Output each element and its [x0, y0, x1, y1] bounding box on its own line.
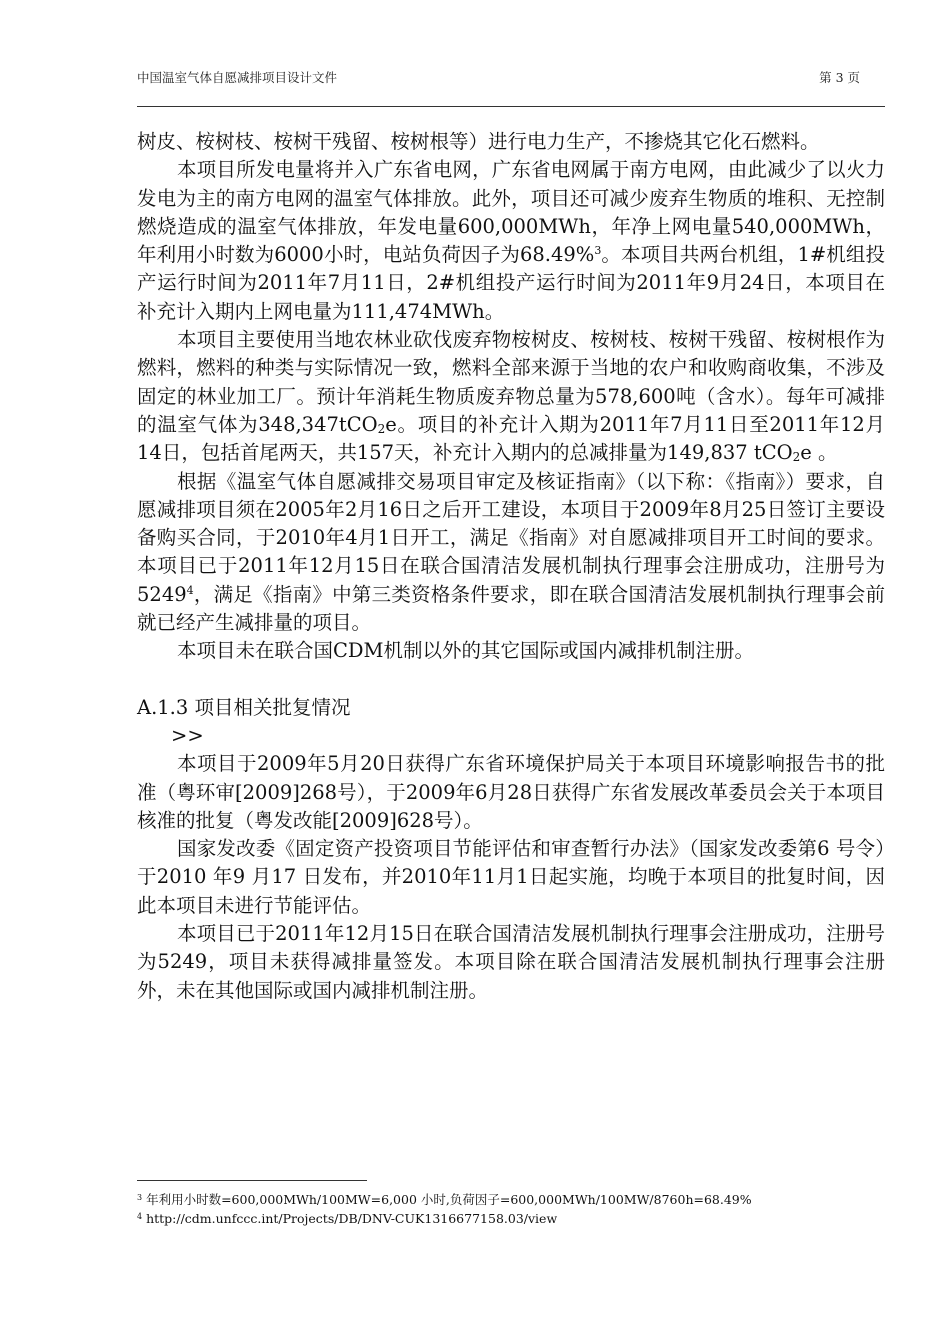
footnote-text: 年利用小时数=600,000MWh/100MW=6,000 小时,负荷因子=600,000MWh/100MW/8760h=68.49% — [142, 1192, 752, 1207]
footnote-ref-4: 4 — [186, 583, 194, 597]
subscript-2: 2 — [377, 421, 386, 436]
paragraph-guideline — [137, 468, 885, 638]
paragraph-continuation — [137, 128, 885, 156]
page-number: 第 3 页 — [819, 70, 860, 85]
document-title: 中国温室气体自愿减排项目设计文件 — [137, 70, 338, 85]
header-divider — [137, 106, 885, 107]
paragraph-text: e。项目的补充计入期为2011年7月11日至2011年12月14日，包括首尾两天，共157天，补充计入期内的总减排量为149,837 tCO — [137, 412, 885, 465]
paragraph-text: 树皮、桉树枝、桉树干残留、桉树根等）进行电力生产，不掺烧其它化石燃料。 — [137, 130, 820, 153]
paragraph-text: ，满足《指南》中第三类资格条件要求，即在联合国清洁发展机制执行理事会前就已经产生减排量的项目。 — [137, 582, 885, 635]
footnote-text: http://cdm.unfccc.int/Projects/DB/DNV-CUK1316677158.03/view — [142, 1211, 558, 1226]
paragraph-power-generation — [137, 156, 885, 326]
paragraph-text: 本项目所发电量将并入广东省电网，广东省电网属于南方电网，由此减少了以火力发电为主的南方电网的温室气体排放。此外，项目还可减少废弃生物质的堆积、无控制燃烧造成的温室气体排放，年发电量600,000MWh，年净上网电量540,000MWh，年利用小时数为6000小时，电站负荷因子为68.49% — [137, 158, 885, 267]
footnote-mark: 3 — [137, 1193, 143, 1202]
footnote-4 — [137, 1209, 885, 1228]
footnote-divider — [137, 1180, 367, 1181]
paragraph-approvals: 本项目于2009年5月20日获得广东省环境保护局关于本项目环境影响报告书的批准（粤环审[2009]268号），于2009年6月28日获得广东省发展改革委员会关于本项目核准的批复（粤发改能[2009]628号）。 — [137, 752, 885, 832]
footnotes — [137, 1190, 885, 1228]
section-marker: >> — [171, 723, 204, 747]
paragraph-text: 根据《温室气体自愿减排交易项目审定及核证指南》（以下称：《指南》）要求，自愿减排项目须在2005年2月16日之后开工建设，本项目于2009年8月25日签订主要设备购买合同，于2010年4月1日开工，满足《指南》对自愿减排项目开工时间的要求。本项目已于2011年12月15日在联合国清洁发展机制执行理事会注册成功，注册号为5249 — [137, 469, 885, 606]
paragraph-fuel — [137, 326, 885, 467]
footnote-ref-3: 3 — [594, 244, 602, 258]
page-header — [137, 68, 860, 92]
document-body — [137, 128, 885, 1005]
footnote-mark: 4 — [137, 1212, 143, 1221]
paragraph-text: 本项目主要使用当地农林业砍伐废弃物桉树皮、桉树枝、桉树干残留、桉树根作为燃料，燃料的种类与实际情况一致，燃料全部来源于当地的农户和收购商收集，不涉及固定的林业加工厂。预计年消耗生物质废弃物总量为578,600吨（含水）。每年可减排的温室气体为348,347tCO — [137, 328, 885, 436]
subscript-2: 2 — [792, 450, 801, 465]
paragraph-text: e 。 — [800, 441, 838, 465]
paragraph-energy-assessment: 国家发改委《固定资产投资项目节能评估和审查暂行办法》（国家发改委第6 号令）于2010 年9 月17 日发布，并2010年11月1日起实施，均晚于本项目的批复时间，因此本项目未进行节能评估。 — [137, 837, 885, 917]
paragraph-registration: 本项目已于2011年12月15日在联合国清洁发展机制执行理事会注册成功，注册号为5249，项目未获得减排量签发。本项目除在联合国清洁发展机制执行理事会注册外，未在其他国际或国内减排机制注册。 — [137, 922, 885, 1002]
section-heading: A.1.3 项目相关批复情况 — [137, 695, 351, 719]
footnote-3 — [137, 1190, 885, 1209]
paragraph-cdm — [137, 637, 885, 665]
paragraph-text: 。本项目共两台机组，1#机组投产运行时间为2011年7月11日，2#机组投产运行时间为2011年9月24日，本项目在补充计入期内上网电量为111,474MWh。 — [137, 243, 886, 323]
paragraph-text: 本项目未在联合国CDM机制以外的其它国际或国内减排机制注册。 — [177, 639, 755, 663]
